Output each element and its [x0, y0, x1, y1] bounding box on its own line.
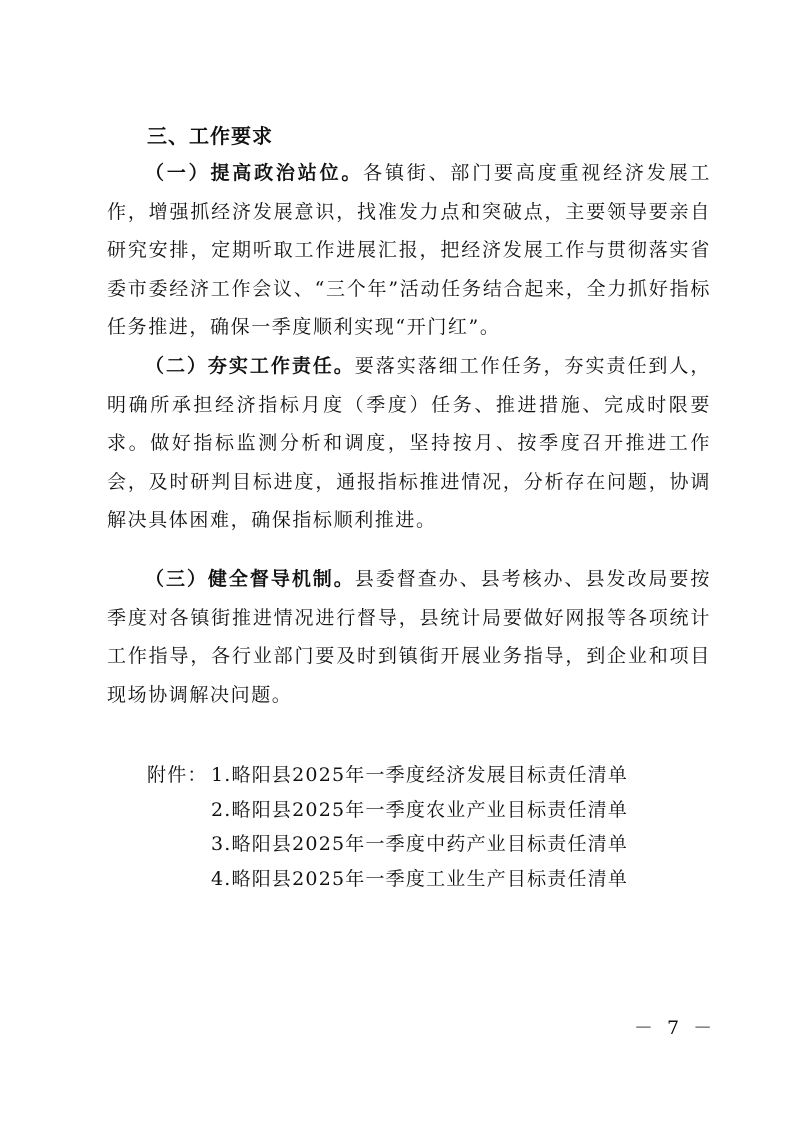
- attachment-item: [147, 793, 628, 828]
- attachment-item: [147, 827, 628, 862]
- attachment-title: 2.略阳县2025年一季度农业产业目标责任清单: [211, 798, 629, 821]
- attachment-title: 1.略阳县2025年一季度经济发展目标责任清单: [211, 764, 629, 786]
- paragraph-political-stance: [107, 154, 711, 347]
- paragraph-lead: （一）提高政治站位。: [145, 162, 364, 184]
- paragraph-body: 县委督查办、县考核办、县发改局要按季度对各镇街推进情况进行督导，县统计局要做好网报等各项统计工作指导，各行业部门要及时到镇街开展业务指导，到企业和项目现场协调解决问题。: [107, 568, 711, 706]
- attachment-item: [147, 758, 628, 793]
- attachment-item: [147, 862, 628, 897]
- paragraph-supervision-mechanism: [107, 560, 711, 714]
- paragraph-lead: （二）夯实工作责任。: [145, 355, 355, 377]
- page-number: － 7 －: [634, 1017, 717, 1039]
- paragraph-body: 各镇街、部门要高度重视经济发展工作，增强抓经济发展意识，找准发力点和突破点，主要领导要亲自研究安排，定期听取工作进展汇报，把经济发展工作与贯彻落实省委市委经济工作会议、“三个年”活动任务结合起来，全力抓好指标任务推进，确保一季度顺利实现“开门红”。: [107, 162, 711, 338]
- attachment-title: 4.略阳县2025年一季度工业生产目标责任清单: [211, 867, 629, 890]
- paragraph-lead: （三）健全督导机制。: [145, 568, 355, 590]
- attachment-title: 3.略阳县2025年一季度中药产业目标责任清单: [211, 833, 629, 855]
- paragraph-body: 要落实落细工作任务，夯实责任到人，明确所承担经济指标月度（季度）任务、推进措施、完成时限要求。做好指标监测分析和调度，坚持按月、按季度召开推进工作会，及时研判目标进度，通报指标推进情况，分析存在问题，协调解决具体困难，确保指标顺利推进。: [107, 355, 711, 531]
- attachment-list: [147, 758, 628, 896]
- attachment-label: 附件：: [147, 764, 208, 786]
- section-heading: 三、工作要求: [147, 124, 273, 148]
- paragraph-work-responsibility: [107, 347, 711, 540]
